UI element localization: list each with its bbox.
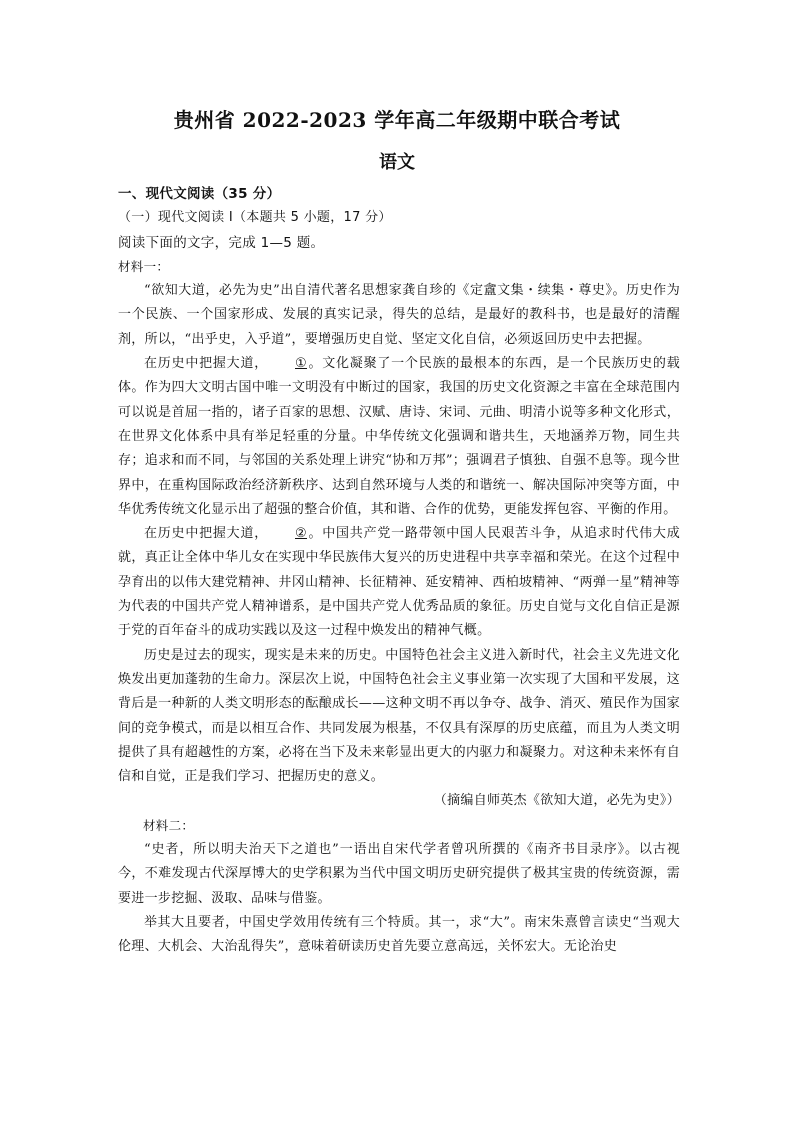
paragraph-3-rest: 。中国共产党一路带领中国人民艰苦斗争，从追求时代伟大成就，真正让全体中华儿女在实现中华民族伟大复兴的历史进程中共享幸福和荣光。在这个过程中孕育出的以伟大建党精神、井冈山精神、长征精神、延安精神、西柏坡精神、“两弹一星”精神等为代表的中国共产党人精神谱系，是中国共产党人优秀品质的象征。历史自觉与文化自信正是源于党的百年奋斗的成功实践以及这一过程中焕发出的精神气概。 — [118, 526, 680, 639]
blank-2: ② — [295, 526, 307, 542]
reading-instruction: 阅读下面的文字，完成 1—5 题。 — [118, 234, 325, 251]
material-one-paragraph-2 — [118, 352, 680, 522]
material-one-paragraph-3 — [118, 522, 680, 643]
paragraph-2-lead: 在历史中把握大道， — [144, 356, 269, 372]
page-title: 贵州省 2022-2023 学年高二年级期中联合考试 — [173, 108, 621, 132]
material-two-paragraph-1: “史者，所以明夫治天下之道也”一语出自宋代学者曾巩所撰的《南齐书目录序》。以古视今，不难发现古代深厚博大的史学积累为当代中国文明历史研究提供了极其宝贵的传统资源，需要进一步挖掘、汲取、品味与借鉴。 — [118, 842, 680, 906]
paragraph-2-rest: 。文化凝聚了一个民族的最根本的东西，是一个民族历史的载体。作为四大文明古国中唯一文明没有中断过的国家，我国的历史文化资源之丰富在全球范围内可以说是首屈一指的，诸子百家的思想、汉赋、唐诗、宋词、元曲、明清小说等多种文化形式，在世界文化体系中具有举足轻重的分量。中华传统文化强调和谐共生，天地涵养万物，同生共存；追求和而不同，与邻国的关系处理上讲究“协和万邦”；强调君子慎独、自强不息等。现今世界中，在重构国际政治经济新秩序、达到自然环境与人类的和谐统一、解决国际冲突等方面，中华优秀传统文化显示出了超强的整合价值，其和谐、合作的优势，更能发挥包容、平衡的作用。 — [118, 356, 680, 517]
subsection-heading: （一）现代文阅读 I（本题共 5 小题，17 分） — [118, 210, 392, 226]
paragraph-3-lead: 在历史中把握大道， — [144, 526, 269, 542]
material-one-source: （摘编自师英杰《欲知大道，必先为史》） — [433, 793, 680, 809]
material-one-paragraph-1: “欲知大道，必先为史”出自清代著名思想家龚自珍的《定盦文集・续集・尊史》。历史作为一个民族、一个国家形成、发展的真实记录，得失的总结，是最好的教科书，也是最好的清醒剂，所以，“出乎史，入乎道”，要增强历史自觉、坚定文化自信，必须返回历史中去把握。 — [118, 283, 680, 347]
material-two-label: 材料二： — [143, 817, 195, 833]
material-one-paragraph-4: 历史是过去的现实，现实是未来的历史。中国特色社会主义进入新时代，社会主义先进文化焕发出更加蓬勃的生命力。深层次上说，中国特色社会主义事业第一次实现了大国和平发展，这背后是一种新的人类文明形态的酝酿成长——这种文明不再以争夺、战争、消灭、殖民作为国家间的竞争模式，而是以相互合作、共同发展为根基，不仅具有深厚的历史底蕴，而且为人类文明提供了具有超越性的方案，必将在当下及未来彰显出更大的内驱力和凝聚力。对这种未来怀有自信和自觉，正是我们学习、把握历史的意义。 — [118, 647, 680, 785]
material-two-paragraph-2: 举其大且要者，中国史学效用传统有三个特质。其一，求“大”。南宋朱熹曾言读史“当观大伦理、大机会、大治乱得失”，意味着研读历史首先要立意高远，关怀宏大。无论治史 — [118, 914, 680, 955]
section-heading: 一、现代文阅读（35 分） — [118, 186, 281, 202]
document-body — [118, 182, 680, 960]
blank-1: ① — [295, 356, 307, 372]
material-one-label: 材料一： — [118, 258, 170, 274]
subject-title: 语文 — [379, 152, 415, 173]
